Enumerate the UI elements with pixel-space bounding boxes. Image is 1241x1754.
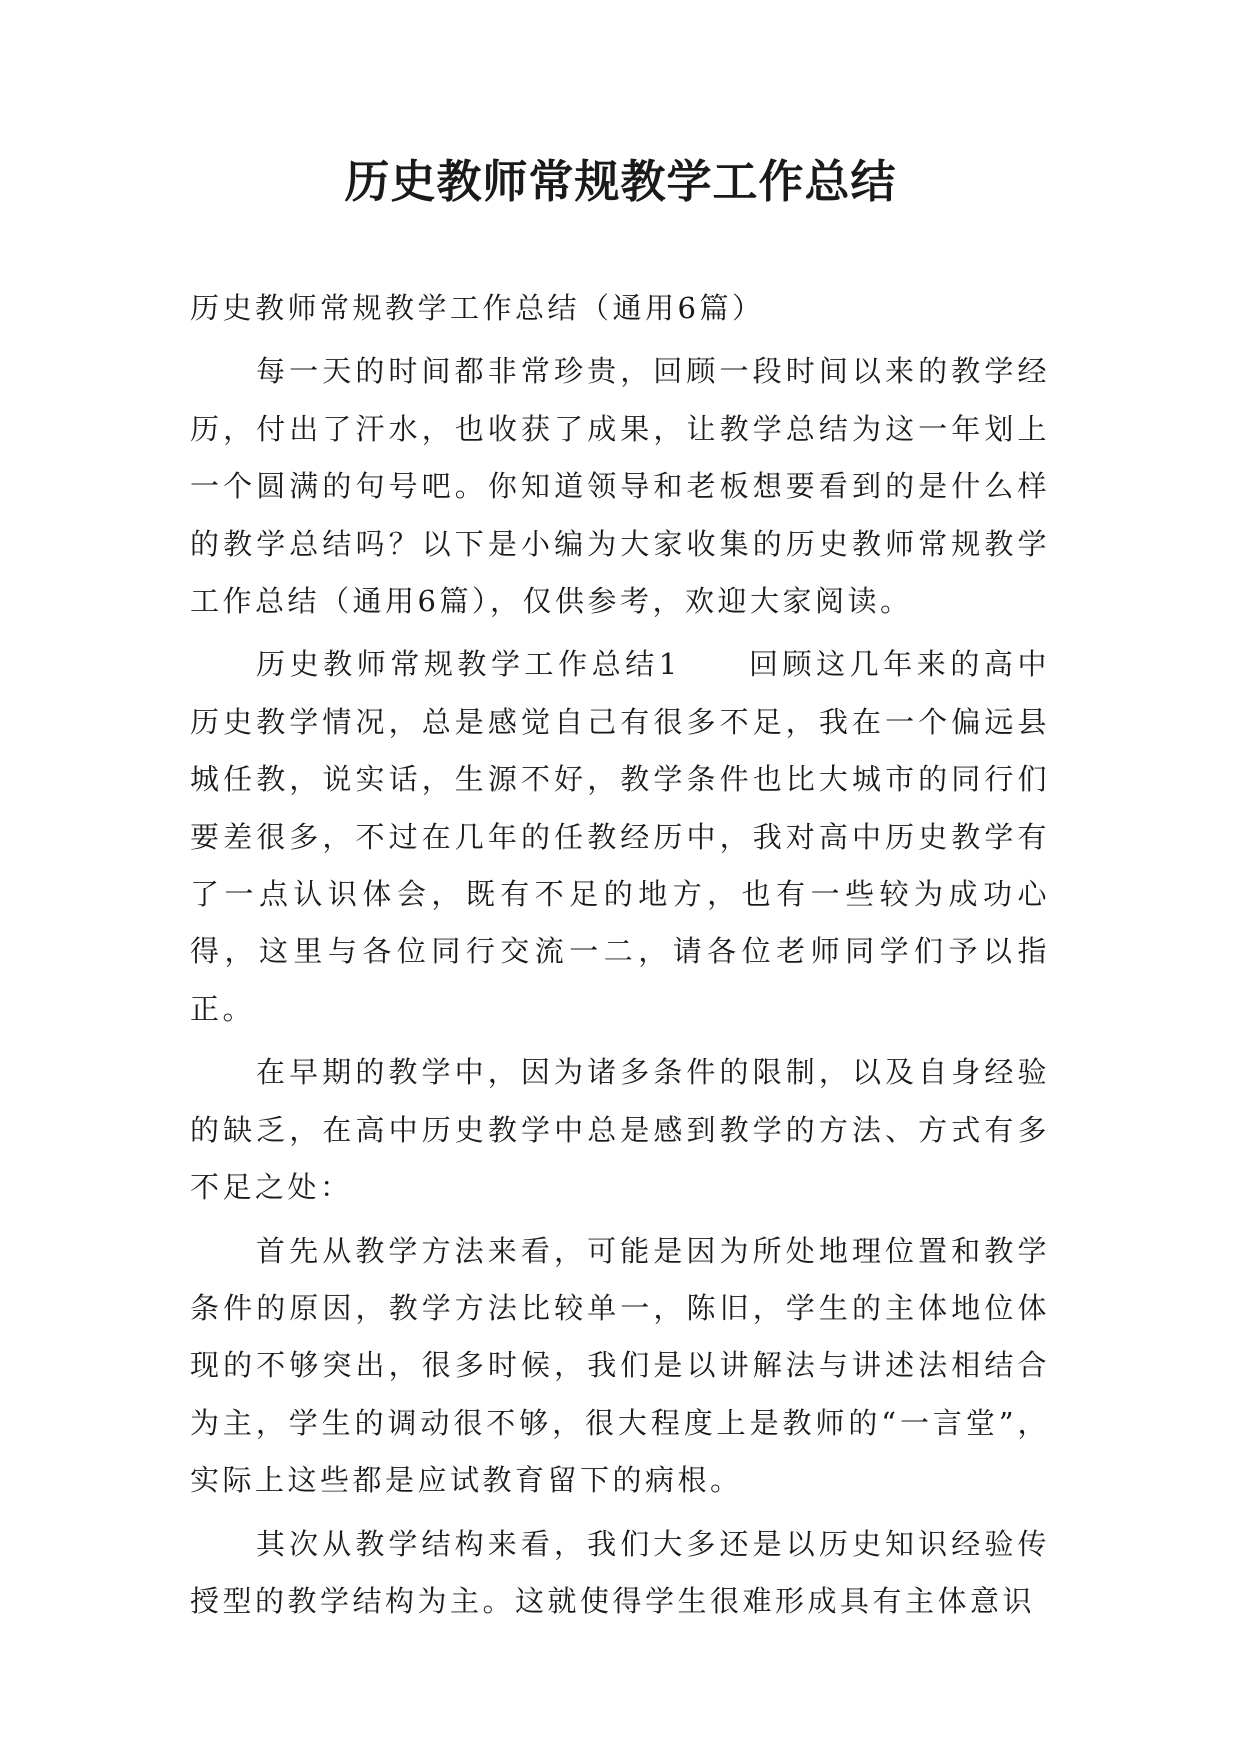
paragraph-early-teaching: 在早期的教学中，因为诸多条件的限制，以及自身经验的缺乏，在高中历史教学中总是感到教学的方法、方式有多不足之处： <box>190 1055 1050 1205</box>
document-title: 历史教师常规教学工作总结 <box>344 155 897 208</box>
paragraph-summary-1: 历史教师常规教学工作总结1 回顾这几年来的高中历史教学情况，总是感觉自己有很多不足，我在一个偏远县城任教，说实话，生源不好，教学条件也比大城市的同行们要差很多，不过在几年的任教经历中，我对高中历史教学有了一点认识体会，既有不足的地方，也有一些较为成功心得，这里与各位同行交流一二，请各位老师同学们予以指正。 <box>190 647 1050 1026</box>
paragraph-teaching-method: 首先从教学方法来看，可能是因为所处地理位置和教学条件的原因，教学方法比较单一，陈旧，学生的主体地位体现的不够突出，很多时候，我们是以讲解法与讲述法相结合为主，学生的调动很不够，很大程度上是教师的“一言堂”，实际上这些都是应试教育留下的病根。 <box>190 1233 1050 1498</box>
paragraph-intro: 每一天的时间都非常珍贵，回顾一段时间以来的教学经历，付出了汗水，也收获了成果，让教学总结为这一年划上一个圆满的句号吧。你知道领导和老板想要看到的是什么样的教学总结吗？以下是小编为大家收集的历史教师常规教学工作总结（通用6篇），仅供参考，欢迎大家阅读。 <box>190 354 1050 619</box>
paragraph-teaching-structure: 其次从教学结构来看，我们大多还是以历史知识经验传授型的教学结构为主。这就使得学生很难形成具有主体意识 <box>190 1526 1050 1618</box>
document-subtitle: 历史教师常规教学工作总结（通用6篇） <box>190 291 765 325</box>
document-body <box>190 280 1050 1630</box>
